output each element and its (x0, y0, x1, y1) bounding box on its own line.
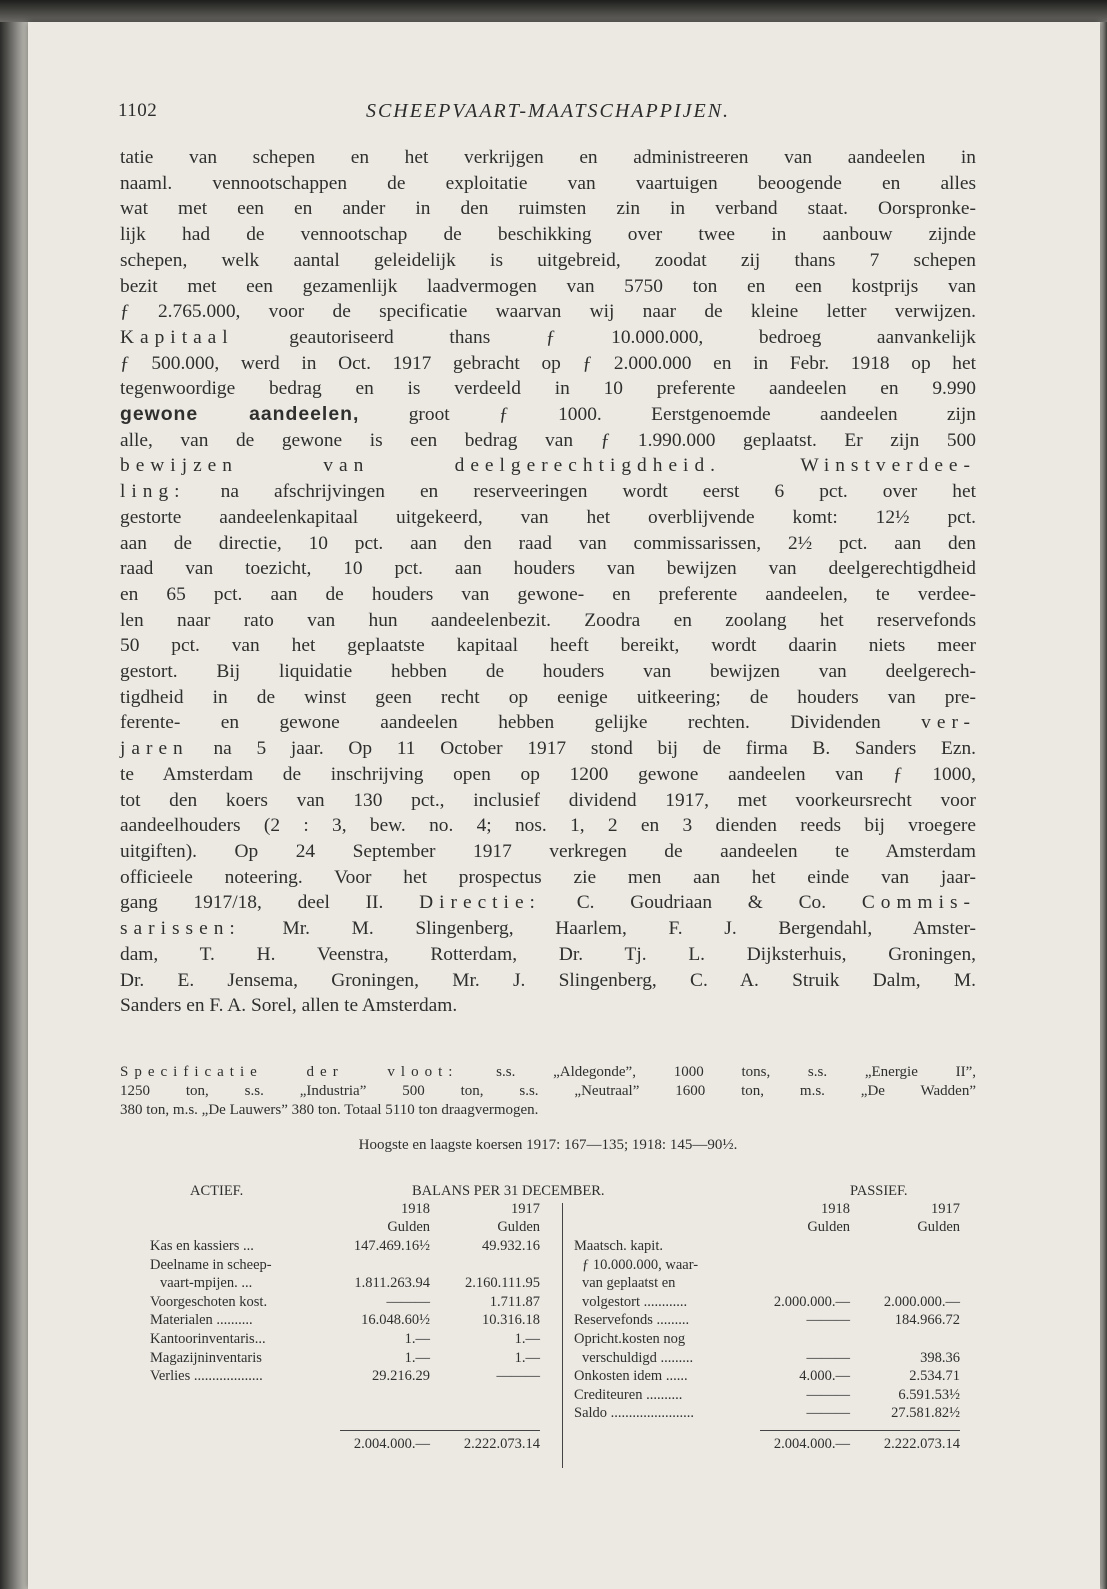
passief-currency-1917: Gulden (917, 1219, 960, 1235)
spaced-term: Kapitaal (120, 326, 234, 348)
actief-value-1918: 29.216.29 (372, 1368, 430, 1385)
text-run: alle, van de gewone is een bedrag van ƒ 1.990.000 geplaatst. Er zijn 500 (120, 429, 976, 451)
actief-label: Kas en kassiers ... (150, 1238, 254, 1254)
actief-total-1918: 2.004.000.— (353, 1436, 430, 1452)
body-line (120, 942, 976, 968)
text-run: tatie van schepen en het verkrijgen en administreeren van aandeelen in (120, 147, 976, 168)
text-run: gestorte aandeelenkapitaal uitgekeerd, van het overblijvende komt: 12½ pct. (120, 506, 976, 528)
text-run: Dr. E. Jensema, Groningen, Mr. J. Slingenberg, C. A. Struik Dalm, M. (120, 969, 976, 991)
passief-value-1918: 2.000.000.— (773, 1293, 850, 1310)
body-line (120, 582, 976, 608)
body-text (120, 145, 976, 1019)
text-run: wat met een en ander in den ruimsten zin in verband staat. Oorspronke- (120, 198, 976, 220)
passief-label: van geplaatst en (582, 1275, 676, 1292)
book-right-edge (1100, 22, 1107, 1589)
text-run: raad van toezicht, 10 pct. aan houders van bewijzen van deelgerechtigdheid (120, 558, 976, 580)
text-run: tigdheid in de winst geen recht op eenige uitkeering; de houders van pre- (120, 686, 976, 708)
passief-year-1918: 1918 (821, 1201, 850, 1217)
body-line (120, 710, 976, 736)
body-line (120, 479, 976, 505)
actief-year-1917: 1917 (511, 1201, 540, 1217)
page-number: 1102 (118, 100, 158, 121)
body-line (120, 556, 976, 582)
fleet-specification (120, 1063, 976, 1120)
actief-total-1917: 2.222.073.14 (463, 1436, 540, 1452)
body-line (120, 788, 976, 814)
text-run: dam, T. H. Veenstra, Rotterdam, Dr. Tj. L. Dijksterhuis, Groningen, (120, 943, 976, 965)
book-top-edge (0, 0, 1107, 22)
actief-value-1917: ——— (496, 1368, 540, 1385)
body-line (120, 659, 976, 685)
passief-value-1917: 6.591.53½ (898, 1386, 960, 1403)
body-line (120, 248, 976, 274)
text-run: gestort. Bij liquidatie hebben de houders van bewijzen van deelgerech- (120, 661, 976, 683)
passief-value-1917: 2.534.71 (909, 1368, 960, 1385)
text-run: te Amsterdam de inschrijving open op 1200 gewone aandeelen van ƒ 1000, (120, 763, 976, 785)
actief-value-1917: 1.— (514, 1349, 540, 1366)
actief-value-1918: 1.811.263.94 (354, 1275, 430, 1292)
actief-currency-1917: Gulden (497, 1219, 540, 1235)
actief-label: Kantoorinventaris... (150, 1331, 266, 1347)
spec-line (120, 1063, 976, 1082)
text-run: na afschrijvingen en reserveeringen wordt eerst 6 pct. over het (185, 481, 976, 503)
passief-value-1918: ——— (806, 1349, 850, 1366)
text-run: geautoriseerd thans ƒ 10.000.000, bedroeg aanvankelijk (233, 326, 976, 348)
body-line (120, 685, 976, 711)
body-line (120, 145, 976, 171)
passief-year-1917: 1917 (931, 1201, 960, 1217)
body-line (120, 171, 976, 197)
text-run: ƒ 500.000, werd in Oct. 1917 gebracht op ƒ 2.000.000 en in Febr. 1918 op het (120, 352, 976, 374)
actief-value-1918: 16.048.60½ (361, 1312, 430, 1329)
passief-label: Maatsch. kapit. (574, 1238, 663, 1254)
actief-total-rule (340, 1430, 540, 1431)
text-run: Mr. M. Slingenberg, Haarlem, F. J. Bergendahl, Amster- (240, 918, 976, 940)
balance-divider (562, 1203, 563, 1468)
actief-value-1918: 1.— (404, 1349, 430, 1366)
body-line (120, 839, 976, 865)
actief-value-1918: 147.469.16½ (353, 1238, 430, 1254)
actief-year-1918: 1918 (401, 1201, 430, 1217)
body-line (120, 968, 976, 994)
passief-label: Crediteuren .......... (574, 1386, 683, 1403)
text-run: schepen, welk aantal geleidelijk is uitgebreid, zoodat zij thans 7 schepen (120, 249, 976, 271)
text-run: 380 ton, m.s. „De Lauwers” 380 ton. Totaal 5110 ton draagvermogen. (120, 1102, 539, 1118)
spaced-term: Commis- (861, 892, 976, 914)
actief-currency-1918: Gulden (387, 1219, 430, 1235)
passief-value-1917: 27.581.82½ (891, 1405, 960, 1422)
text-run: ferente- en gewone aandeelen hebben gelijke rechten. Dividenden (120, 712, 922, 734)
actief-value-1917: 2.160.111.95 (464, 1275, 540, 1292)
text-run: ƒ 2.765.000, voor de specificatie waarvan wij naar de kleine letter verwijzen. (120, 301, 976, 323)
spec-line (120, 1082, 976, 1101)
text-run: tot den koers van 130 pct., inclusief dividend 1917, met voorkeursrecht voor (120, 789, 976, 811)
body-line (120, 633, 976, 659)
actief-label: vaart-mpijen. ... (160, 1275, 253, 1292)
body-line (120, 813, 976, 839)
passief-value-1918: 4.000.— (799, 1368, 850, 1385)
text-run: aandeelhouders (2 : 3, bew. no. 4; nos. 1, 2 en 3 dienden reeds bij vroegere (120, 815, 976, 837)
passief-value-1918: ——— (806, 1405, 850, 1422)
text-run: lijk had de vennootschap de beschikking over twee in aanbouw zijnde (120, 224, 976, 246)
body-line (120, 402, 976, 428)
body-line (120, 222, 976, 248)
text-run: 50 pct. van het geplaatste kapitaal heeft bereikt, wordt daarin niets meer (120, 635, 976, 657)
body-line (120, 916, 976, 942)
actief-value-1917: 49.932.16 (482, 1238, 540, 1254)
actief-value-1918: ——— (386, 1293, 430, 1310)
passief-total-1917: 2.222.073.14 (883, 1436, 960, 1452)
bold-term: gewone aandeelen, (120, 403, 360, 426)
text-run: 1250 ton, s.s. „Industria” 500 ton, s.s. „Neutraal” 1600 ton, m.s. „De Wadden” (120, 1083, 976, 1099)
actief-label: Magazijninventaris (150, 1349, 262, 1366)
text-run: C. Goudriaan & Co. (540, 892, 862, 914)
actief-label: Materialen .......... (150, 1312, 253, 1329)
passief-total-1918: 2.004.000.— (773, 1436, 850, 1452)
body-line (120, 762, 976, 788)
actief-heading: ACTIEF. (190, 1183, 244, 1199)
actief-label: Deelname in scheep- (150, 1256, 272, 1273)
text-run: officieele noteering. Voor het prospectus zie men aan het einde van jaar- (120, 866, 976, 888)
passief-value-1917: 398.36 (920, 1349, 960, 1366)
body-line (120, 351, 976, 377)
passief-value-1917: 184.966.72 (894, 1312, 960, 1329)
text-run: tegenwoordige bedrag en is verdeeld in 10 preferente aandeelen en 9.990 (120, 378, 976, 400)
passief-currency-1918: Gulden (807, 1219, 850, 1235)
passief-value-1918: ——— (806, 1386, 850, 1403)
text-run: aan de directie, 10 pct. aan den raad van commissarissen, 2½ pct. aan den (120, 532, 976, 554)
body-line (120, 274, 976, 300)
book-spine-edge (0, 22, 28, 1589)
body-line (120, 505, 976, 531)
running-head: SCHEEPVAART-MAATSCHAPPIJEN. (365, 100, 731, 122)
body-line (120, 428, 976, 454)
passief-value-1918: ——— (806, 1312, 850, 1329)
spaced-term: bewijzen van deelgerechtigdheid. (120, 455, 721, 477)
spaced-term: sarissen: (120, 918, 241, 940)
text-run: na 5 jaar. Op 11 October 1917 stond bij de firma B. Sanders Ezn. (188, 738, 976, 760)
body-line (120, 325, 976, 351)
passief-heading: PASSIEF. (850, 1183, 908, 1199)
page-header (118, 100, 978, 130)
balance-sheet (150, 1183, 980, 1473)
spaced-term: Specificatie der vloot: (120, 1064, 459, 1080)
passief-label: Saldo ....................... (574, 1405, 695, 1422)
body-line (120, 865, 976, 891)
spaced-term: ling: (120, 481, 186, 503)
passief-label: volgestort ............ (582, 1293, 688, 1310)
passief-label: Opricht.kosten nog (574, 1331, 686, 1347)
passief-label: Reservefonds ......... (574, 1312, 690, 1329)
actief-value-1918: 1.— (404, 1331, 430, 1347)
spec-line (120, 1101, 976, 1120)
actief-value-1917: 1.— (514, 1331, 540, 1347)
spaced-term: ver- (921, 712, 976, 734)
passief-label: ƒ 10.000.000, waar- (582, 1256, 699, 1273)
text-run: bezit met een gezamenlijk laadvermogen van 5750 ton en een kostprijs van (120, 275, 976, 297)
passief-value-1917: 2.000.000.— (883, 1293, 960, 1310)
body-line (120, 531, 976, 557)
passief-total-rule (760, 1430, 960, 1431)
text-run: Sanders en F. A. Sorel, allen te Amsterdam. (120, 995, 458, 1017)
passief-label: verschuldigd ......... (582, 1349, 694, 1366)
body-line (120, 453, 976, 479)
text-run: uitgiften). Op 24 September 1917 verkregen de aandeelen te Amsterdam (120, 840, 976, 862)
balance-title: BALANS PER 31 DECEMBER. (412, 1183, 605, 1199)
body-line (120, 608, 976, 634)
text-run: gang 1917/18, deel II. (120, 892, 420, 914)
spaced-term: Directie: (419, 892, 541, 914)
actief-label: Voorgeschoten kost. (150, 1293, 268, 1310)
text-run: len naar rato van hun aandeelenbezit. Zoodra en zoolang het reservefonds (120, 609, 976, 631)
body-line (120, 376, 976, 402)
body-line (120, 736, 976, 762)
body-line (120, 890, 976, 916)
text-run: en 65 pct. aan de houders van gewone- en preferente aandeelen, te verdee- (120, 583, 976, 605)
actief-label: Verlies ................... (150, 1368, 263, 1385)
text-run: groot ƒ 1000. Eerstgenoemde aandeelen zijn (359, 404, 976, 426)
body-line (120, 299, 976, 325)
body-line (120, 196, 976, 222)
body-line (120, 993, 976, 1019)
spaced-term: Winstverdee- (800, 455, 976, 477)
actief-value-1917: 1.711.87 (489, 1293, 540, 1310)
price-range-line: Hoogste en laagste koersen 1917: 167—135; 1918: 145—90½. (358, 1137, 738, 1153)
actief-value-1917: 10.316.18 (482, 1312, 540, 1329)
passief-label: Onkosten idem ...... (574, 1368, 688, 1385)
spaced-term: jaren (120, 738, 189, 760)
text-run: naaml. vennootschappen de exploitatie van vaartuigen beoogende en alles (120, 172, 976, 194)
text-run (721, 455, 800, 476)
text-run: s.s. „Aldegonde”, 1000 tons, s.s. „Energie II”, (458, 1064, 977, 1080)
